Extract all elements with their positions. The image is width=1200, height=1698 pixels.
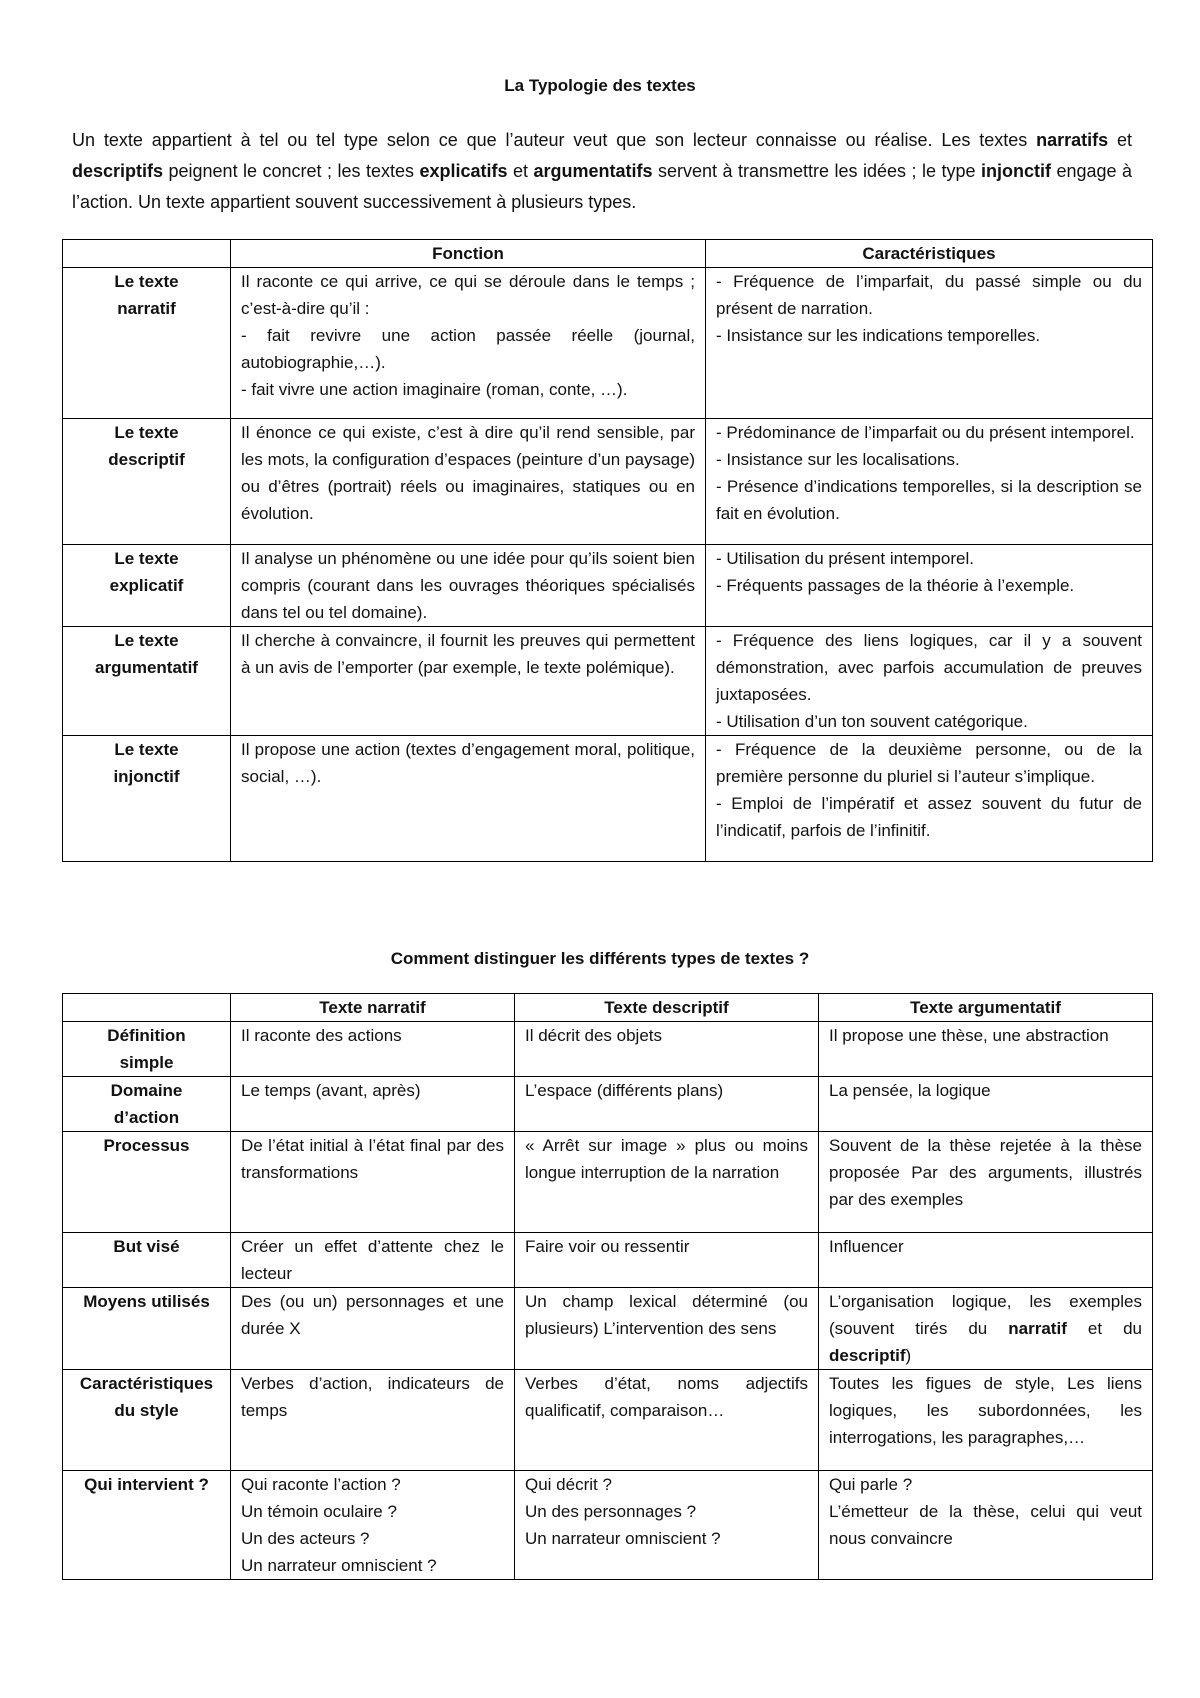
narratif-line: Le temps (avant, après) xyxy=(241,1081,421,1100)
argumentatif-line xyxy=(829,1022,1142,1049)
fonction-line: Il énonce ce qui existe, c’est à dire qu’il rend sensible, par les mots, la configuration d’espaces (peinture d’un paysage) ou d’êtres (portrait) réels ou imaginaires, statiques ou en évolution. xyxy=(241,423,695,523)
argumentatif-line xyxy=(829,1077,1142,1104)
table-row xyxy=(63,1370,1153,1471)
fonction-line: Il cherche à convaincre, il fournit les preuves qui permettent à un avis de l’emporter (par exemple, le texte polémique). xyxy=(241,631,695,677)
text-type-label: descriptif xyxy=(108,450,185,469)
text-type-label: Le texte xyxy=(114,423,179,442)
table-cell xyxy=(819,1077,1153,1132)
fonction-line: Il raconte ce qui arrive, ce qui se déroule dans le temps ; c’est-à-dire qu’il : xyxy=(241,272,695,318)
caracteristique-line: - Fréquence de la deuxième personne, ou de la première personne du pluriel si l’auteur s’implique. xyxy=(716,740,1142,786)
table-cell xyxy=(515,1233,819,1288)
narratif-line: Des (ou un) personnages et une durée X xyxy=(241,1292,504,1338)
row-label: Domaine xyxy=(110,1081,183,1100)
table-cell xyxy=(63,268,231,419)
table-cell xyxy=(515,1022,819,1077)
narratif-line: Qui raconte l’action ? xyxy=(241,1475,401,1494)
text: L’organisation logique, les exemples (souvent tirés du xyxy=(829,1292,1142,1338)
table-row xyxy=(63,1022,1153,1077)
row-label: Définition xyxy=(107,1026,186,1045)
argumentatif-line xyxy=(829,1370,1142,1451)
descriptif-line: « Arrêt sur image » plus ou moins longue interruption de la narration xyxy=(525,1136,808,1182)
argumentatif-line xyxy=(829,1132,1142,1213)
caracteristique-line: - Fréquents passages de la théorie à l’exemple. xyxy=(716,576,1075,595)
narratif-line: Il raconte des actions xyxy=(241,1026,402,1045)
table-row xyxy=(63,1471,1153,1580)
argumentatif-line xyxy=(829,1233,1142,1260)
table-cell xyxy=(231,419,706,545)
table-header-row xyxy=(63,240,1153,268)
table-cell xyxy=(231,1370,515,1471)
intro-keyword: argumentatifs xyxy=(533,161,653,181)
table-cell xyxy=(231,1288,515,1370)
row-label: simple xyxy=(119,1053,174,1072)
argumentatif-line xyxy=(829,1288,1142,1369)
table-cell xyxy=(231,736,706,862)
descriptif-line: Faire voir ou ressentir xyxy=(525,1237,690,1256)
table-cell xyxy=(515,1132,819,1233)
table-cell xyxy=(231,1471,515,1580)
descriptif-line: Qui décrit ? xyxy=(525,1475,612,1494)
table-cell xyxy=(819,1233,1153,1288)
header-cell xyxy=(63,240,231,268)
text: Il propose une thèse, une abstraction xyxy=(829,1026,1109,1045)
page-title: La Typologie des textes xyxy=(504,76,696,95)
intro-keyword: explicatifs xyxy=(419,161,508,181)
caracteristique-line: - Fréquence des liens logiques, car il y a souvent démonstration, avec parfois accumulation de preuves juxtaposées. xyxy=(716,631,1142,704)
caracteristique-line: - Prédominance de l’imparfait ou du présent intemporel. xyxy=(716,423,1135,442)
comparison-table xyxy=(62,993,1153,1580)
table-cell xyxy=(819,1022,1153,1077)
header-cell: Texte descriptif xyxy=(515,994,819,1022)
table-cell xyxy=(515,1471,819,1580)
fonction-line: - fait vivre une action imaginaire (roman, conte, …). xyxy=(241,380,628,399)
keyword: narratif xyxy=(1008,1319,1067,1338)
table-cell xyxy=(706,268,1153,419)
descriptif-line: Un des personnages ? xyxy=(525,1502,697,1521)
table-cell xyxy=(819,1288,1153,1370)
table-cell xyxy=(63,627,231,736)
text: ) xyxy=(905,1346,912,1365)
table-cell xyxy=(63,1233,231,1288)
descriptif-line: Un champ lexical déterminé (ou plusieurs) L’intervention des sens xyxy=(525,1292,808,1338)
table-row xyxy=(63,1233,1153,1288)
table-row xyxy=(63,1077,1153,1132)
text: Toutes les figues de style, Les liens logiques, les subordonnées, les interrogations, les paragraphes,… xyxy=(829,1374,1142,1447)
table-cell xyxy=(706,736,1153,862)
table-cell xyxy=(231,545,706,627)
table-cell xyxy=(63,1022,231,1077)
table-cell xyxy=(63,419,231,545)
table-cell xyxy=(706,627,1153,736)
table-row xyxy=(63,736,1153,862)
table-cell xyxy=(231,268,706,419)
narratif-line: Un narrateur omniscient ? xyxy=(241,1556,437,1575)
table-cell xyxy=(63,545,231,627)
argumentatif-line xyxy=(829,1498,1142,1552)
caracteristique-line: - Emploi de l’impératif et assez souvent du futur de l’indicatif, parfois de l’infinitif. xyxy=(716,794,1142,840)
table-cell xyxy=(63,1370,231,1471)
text-type-label: Le texte xyxy=(114,740,179,759)
table-cell xyxy=(63,1132,231,1233)
text-type-label: Le texte xyxy=(114,272,179,291)
intro-text: et xyxy=(507,161,534,181)
table-cell xyxy=(515,1077,819,1132)
table-cell xyxy=(231,1132,515,1233)
intro-text: peignent le concret ; les textes xyxy=(163,161,420,181)
caracteristique-line: - Insistance sur les localisations. xyxy=(716,450,960,469)
text: Souvent de la thèse rejetée à la thèse proposée Par des arguments, illustrés par des exemples xyxy=(829,1136,1142,1209)
intro-keyword: narratifs xyxy=(1036,130,1109,150)
text-type-label: argumentatif xyxy=(95,658,198,677)
header-cell: Texte narratif xyxy=(231,994,515,1022)
table-cell xyxy=(819,1471,1153,1580)
header-cell: Fonction xyxy=(231,240,706,268)
intro-text: servent à transmettre les idées ; le type xyxy=(652,161,981,181)
table-cell xyxy=(63,1471,231,1580)
table-header-row xyxy=(63,994,1153,1022)
table-cell xyxy=(819,1132,1153,1233)
row-label: Moyens utilisés xyxy=(83,1292,210,1311)
intro-paragraph xyxy=(72,125,1132,218)
table-cell xyxy=(706,419,1153,545)
descriptif-line: Il décrit des objets xyxy=(525,1026,663,1045)
table-row xyxy=(63,1132,1153,1233)
table-cell xyxy=(231,1233,515,1288)
row-label: Qui intervient ? xyxy=(84,1475,209,1494)
header-cell: Caractéristiques xyxy=(706,240,1153,268)
argumentatif-line xyxy=(829,1471,1142,1498)
intro-text: engage à l’action. Un texte appartient souvent successivement à plusieurs types. xyxy=(72,161,1132,212)
section-title: Comment distinguer les différents types de textes ? xyxy=(390,949,810,968)
typology-table xyxy=(62,239,1153,862)
row-label: Processus xyxy=(103,1136,190,1155)
fonction-line: - fait revivre une action passée réelle (journal, autobiographie,…). xyxy=(241,326,695,372)
text: Qui parle ? xyxy=(829,1475,913,1494)
table-cell xyxy=(63,1077,231,1132)
intro-text: Un texte appartient à tel ou tel type selon ce que l’auteur veut que son lecteur connaisse ou réalise. Les textes xyxy=(72,130,1037,150)
text: Influencer xyxy=(829,1237,904,1256)
text: La pensée, la logique xyxy=(829,1081,991,1100)
keyword: descriptif xyxy=(829,1346,906,1365)
table-row xyxy=(63,419,1153,545)
caracteristique-line: - Insistance sur les indications temporelles. xyxy=(716,326,1041,345)
table-cell xyxy=(231,627,706,736)
descriptif-line: Verbes d’état, noms adjectifs qualificatif, comparaison… xyxy=(525,1374,808,1420)
header-cell xyxy=(63,994,231,1022)
fonction-line: Il propose une action (textes d’engagement moral, politique, social, …). xyxy=(241,740,695,786)
narratif-line: Verbes d’action, indicateurs de temps xyxy=(241,1374,504,1420)
table-cell xyxy=(63,1288,231,1370)
text-type-label: narratif xyxy=(117,299,176,318)
caracteristique-line: - Utilisation d’un ton souvent catégorique. xyxy=(716,712,1028,731)
table-row xyxy=(63,545,1153,627)
text-type-label: explicatif xyxy=(109,576,184,595)
table-row xyxy=(63,268,1153,419)
intro-text: et xyxy=(1108,130,1133,150)
caracteristique-line: - Utilisation du présent intemporel. xyxy=(716,549,974,568)
narratif-line: Créer un effet d’attente chez le lecteur xyxy=(241,1237,504,1283)
row-label: But visé xyxy=(113,1237,180,1256)
descriptif-line: L’espace (différents plans) xyxy=(525,1081,724,1100)
table-cell xyxy=(63,736,231,862)
row-label: du style xyxy=(114,1401,179,1420)
caracteristique-line: - Présence d’indications temporelles, si la description se fait en évolution. xyxy=(716,477,1142,523)
fonction-line: Il analyse un phénomène ou une idée pour qu’ils soient bien compris (courant dans les ouvrages théoriques spécialisés dans tel ou tel domaine). xyxy=(241,549,695,622)
row-label: d’action xyxy=(113,1108,180,1127)
table-cell xyxy=(515,1288,819,1370)
narratif-line: De l’état initial à l’état final par des transformations xyxy=(241,1136,504,1182)
text: L’émetteur de la thèse, celui qui veut nous convaincre xyxy=(829,1502,1142,1548)
table-cell xyxy=(231,1077,515,1132)
intro-keyword: injonctif xyxy=(980,161,1051,181)
text-type-label: injonctif xyxy=(113,767,180,786)
header-cell: Texte argumentatif xyxy=(819,994,1153,1022)
table-cell xyxy=(706,545,1153,627)
table-cell xyxy=(231,1022,515,1077)
table-cell xyxy=(819,1370,1153,1471)
narratif-line: Un des acteurs ? xyxy=(241,1529,370,1548)
table-row xyxy=(63,627,1153,736)
intro-keyword: descriptifs xyxy=(72,161,164,181)
caracteristique-line: - Fréquence de l’imparfait, du passé simple ou du présent de narration. xyxy=(716,272,1142,318)
text-type-label: Le texte xyxy=(114,631,179,650)
text: et du xyxy=(1066,1319,1142,1338)
text-type-label: Le texte xyxy=(114,549,179,568)
narratif-line: Un témoin oculaire ? xyxy=(241,1502,397,1521)
descriptif-line: Un narrateur omniscient ? xyxy=(525,1529,721,1548)
table-cell xyxy=(515,1370,819,1471)
row-label: Caractéristiques xyxy=(79,1374,214,1393)
table-row xyxy=(63,1288,1153,1370)
